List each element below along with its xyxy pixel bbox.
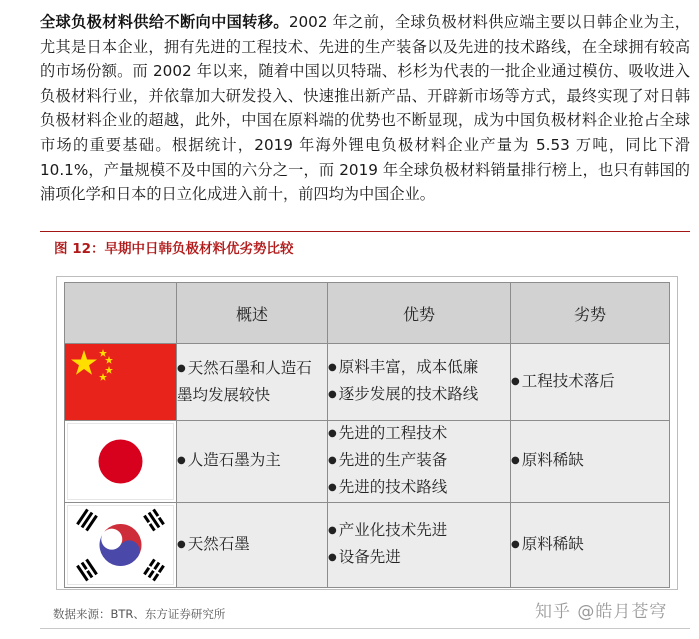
japan-overview-item: ● 人造石墨为主 xyxy=(177,448,327,475)
china-advantage-item: ● 原料丰富，成本低廉 xyxy=(328,355,510,382)
figure-header xyxy=(40,231,690,262)
korea-advantage-item: ● 设备先进 xyxy=(328,545,510,572)
japan-advantages xyxy=(328,421,511,503)
korea-disadvantages xyxy=(511,503,670,588)
figure-source: 数据来源：BTR、东方证券研究所 xyxy=(53,607,226,621)
china-advantage-item: ● 逐步发展的技术路线 xyxy=(328,382,510,409)
article-paragraph xyxy=(40,10,690,207)
header-overview: 概述 xyxy=(177,283,328,344)
table-row-china xyxy=(65,344,670,421)
japan-advantage-item: ● 先进的技术路线 xyxy=(328,475,510,502)
japan-advantage-item: ● 先进的生产装备 xyxy=(328,448,510,475)
china-overview xyxy=(177,344,328,421)
japan-flag-cell xyxy=(65,421,177,503)
zhihu-watermark: 知乎 @皓月苍穹 xyxy=(535,602,668,622)
korea-advantage-item: ● 产业化技术先进 xyxy=(328,518,510,545)
header-flag-blank xyxy=(65,283,177,344)
japan-flag-icon xyxy=(65,421,176,502)
korea-overview-item: ● 天然石墨 xyxy=(177,532,327,559)
article-body: 2002 年之前，全球负极材料供应端主要以日韩企业为主，尤其是日本企业，拥有先进的工程技术、先进的生产装备以及先进的技术路线，在全球拥有较高的市场份额。而 2002 年以来，随着中国以贝特瑞、杉杉为代表的一批企业通过模仿、吸收进入负极材料行业，并依靠加大研发投入、快速推出新产品、开辟新市场等方式，最终实现了对日韩负极材料企业的超越，此外，中国在原料端的优势也不断显现，成为中国负极材料企业抢占全球市场的重要基础。根据统计，2019 年海外锂电负极材料企业产量为 5.53 万吨，同比下滑 10.1%，产量规模不及中国的六分之一，而 2019 年全球负极材料销量排行榜上，也只有韩国的浦项化学和日本的日立化成进入前十，前四均为中国企业。 xyxy=(40,13,690,204)
comparison-table xyxy=(64,282,670,588)
china-flag-icon xyxy=(65,344,176,420)
table-header-row xyxy=(65,283,670,344)
korea-overview xyxy=(177,503,328,588)
korea-advantages xyxy=(328,503,511,588)
table-row-korea xyxy=(65,503,670,588)
china-advantages xyxy=(328,344,511,421)
china-overview-item: ● 天然石墨和人造石墨均发展较快 xyxy=(177,356,327,408)
header-disadvantages: 劣势 xyxy=(511,283,670,344)
bottom-divider xyxy=(40,628,690,629)
korea-flag-cell xyxy=(65,503,177,588)
japan-overview xyxy=(177,421,328,503)
japan-disadvantage-item: ● 原料稀缺 xyxy=(511,448,669,475)
table-row-japan xyxy=(65,421,670,503)
header-advantages: 优势 xyxy=(328,283,511,344)
japan-advantage-item: ● 先进的工程技术 xyxy=(328,421,510,448)
korea-flag-icon xyxy=(65,503,176,587)
japan-disadvantages xyxy=(511,421,670,503)
article-lead: 全球负极材料供给不断向中国转移。 xyxy=(40,13,289,31)
china-disadvantages xyxy=(511,344,670,421)
china-flag-cell xyxy=(65,344,177,421)
korea-disadvantage-item: ● 原料稀缺 xyxy=(511,532,669,559)
china-disadvantage-item: ● 工程技术落后 xyxy=(511,369,669,396)
figure-title: 图 12：早期中日韩负极材料优劣势比较 xyxy=(54,241,294,257)
